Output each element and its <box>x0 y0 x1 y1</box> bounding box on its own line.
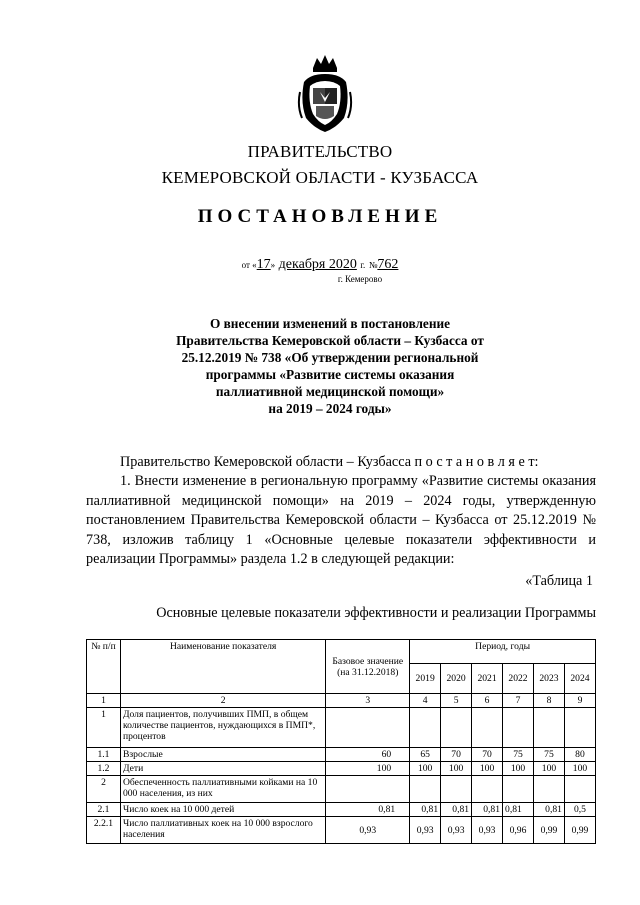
row-value <box>564 776 595 803</box>
table-row <box>87 803 596 817</box>
header-name: Наименование показателя <box>120 640 325 694</box>
row-value <box>533 708 564 748</box>
column-number: 5 <box>441 694 472 708</box>
column-number: 8 <box>533 694 564 708</box>
header-year: 2023 <box>533 664 564 694</box>
row-value: 100 <box>441 762 472 776</box>
row-value: 0,99 <box>533 817 564 844</box>
date-prefix: от « <box>241 260 257 270</box>
date-mid: » <box>270 260 276 270</box>
row-value: 0,81 <box>533 803 564 817</box>
row-base <box>326 776 410 803</box>
row-value: 0,81 <box>472 803 503 817</box>
row-num: 1.1 <box>87 748 121 762</box>
column-number: 6 <box>472 694 503 708</box>
row-value: 80 <box>564 748 595 762</box>
row-name: Доля пациентов, получивших ПМП, в общем количестве пациентов, нуждающихся в ПМП*, процентов <box>120 708 325 748</box>
row-value: 0,93 <box>410 817 441 844</box>
date-month-year: декабря 2020 <box>278 257 357 272</box>
coat-of-arms-icon <box>296 52 354 134</box>
row-value <box>410 776 441 803</box>
row-value <box>472 776 503 803</box>
row-value <box>503 776 534 803</box>
row-value: 100 <box>564 762 595 776</box>
date-line <box>0 257 640 273</box>
row-value: 0,99 <box>564 817 595 844</box>
row-value: 100 <box>533 762 564 776</box>
table-row <box>87 708 596 748</box>
row-base: 60 <box>326 748 410 762</box>
row-value: 75 <box>533 748 564 762</box>
row-num: 2 <box>87 776 121 803</box>
row-value <box>441 708 472 748</box>
resolution-clause-1: 1. Внести изменение в региональную программу «Развитие системы оказания паллиативной медицинской помощи» на 2019 – 2024 годы, утвержденную постановлением Правительства Кемеровской области – Кузбасса от 25.12.2019 № 738, изложив таблицу 1 «Основные целевые показатели эффективности и реализации Программы» раздела 1.2 в следующей редакции: <box>86 473 596 567</box>
row-value: 0,96 <box>503 817 534 844</box>
table-title: Основные целевые показатели эффективности и реализации Программы <box>156 605 596 621</box>
document-subject <box>120 315 540 417</box>
row-num: 1.2 <box>87 762 121 776</box>
table-row <box>87 776 596 803</box>
gov-name-line2: КЕМЕРОВСКОЙ ОБЛАСТИ - КУЗБАССА <box>161 168 479 187</box>
row-value: 0,93 <box>472 817 503 844</box>
row-value <box>533 776 564 803</box>
column-number: 4 <box>410 694 441 708</box>
row-base: 100 <box>326 762 410 776</box>
table-number-label: «Таблица 1 <box>525 573 593 589</box>
row-base: 0,93 <box>326 817 410 844</box>
row-value <box>441 776 472 803</box>
header-year: 2022 <box>503 664 534 694</box>
row-value: 70 <box>441 748 472 762</box>
row-value: 0,81 <box>503 803 534 817</box>
row-base: 0,81 <box>326 803 410 817</box>
header-year: 2020 <box>441 664 472 694</box>
document-number: 762 <box>377 257 399 272</box>
row-name: Дети <box>120 762 325 776</box>
row-value: 0,81 <box>410 803 441 817</box>
subject-line: программы «Развитие системы оказания <box>205 367 455 382</box>
row-value: 100 <box>410 762 441 776</box>
header-year: 2021 <box>472 664 503 694</box>
row-base <box>326 708 410 748</box>
row-num: 1 <box>87 708 121 748</box>
number-prefix: № <box>368 260 378 270</box>
row-value: 100 <box>503 762 534 776</box>
column-number: 3 <box>326 694 410 708</box>
subject-line: О внесении изменений в постановление <box>209 316 451 331</box>
date-year-suffix: г. <box>360 260 366 270</box>
indicators-table <box>86 639 596 844</box>
row-value <box>410 708 441 748</box>
date-day: 17 <box>256 257 271 272</box>
row-num: 2.2.1 <box>87 817 121 844</box>
subject-line: на 2019 – 2024 годы» <box>268 401 392 416</box>
column-number: 9 <box>564 694 595 708</box>
row-value <box>564 708 595 748</box>
subject-line: паллиативной медицинской помощи» <box>215 384 445 399</box>
row-name: Взрослые <box>120 748 325 762</box>
row-value: 0,81 <box>441 803 472 817</box>
resolution-intro: Правительство Кемеровской области – Кузбасса п о с т а н о в л я е т: <box>120 454 539 470</box>
header-year: 2024 <box>564 664 595 694</box>
document-type-title: ПОСТАНОВЛЕНИЕ <box>197 206 443 227</box>
row-name: Число паллиативных коек на 10 000 взрослого населения <box>120 817 325 844</box>
row-value: 100 <box>472 762 503 776</box>
table-row <box>87 817 596 844</box>
header-base: Базовое значение (на 31.12.2018) <box>326 640 410 694</box>
header-num: № п/п <box>87 640 121 694</box>
row-value: 0,93 <box>441 817 472 844</box>
subject-line: Правительства Кемеровской области – Кузбасса от <box>176 333 484 348</box>
row-name: Обеспеченность паллиативными койками на 10 000 населения, из них <box>120 776 325 803</box>
row-value: 75 <box>503 748 534 762</box>
header-year: 2019 <box>410 664 441 694</box>
row-value <box>472 708 503 748</box>
column-number: 1 <box>87 694 121 708</box>
row-value: 0,5 <box>564 803 595 817</box>
row-value <box>503 708 534 748</box>
city-label: г. Кемерово <box>337 274 383 284</box>
table-row <box>87 748 596 762</box>
table-row <box>87 762 596 776</box>
gov-name-line1: ПРАВИТЕЛЬСТВО <box>247 142 393 161</box>
column-number: 7 <box>503 694 534 708</box>
column-number: 2 <box>120 694 325 708</box>
row-value: 65 <box>410 748 441 762</box>
subject-line: 25.12.2019 № 738 «Об утверждении региональной <box>181 350 479 365</box>
header-period: Период, годы <box>410 640 596 664</box>
row-value: 70 <box>472 748 503 762</box>
row-num: 2.1 <box>87 803 121 817</box>
row-name: Число коек на 10 000 детей <box>120 803 325 817</box>
